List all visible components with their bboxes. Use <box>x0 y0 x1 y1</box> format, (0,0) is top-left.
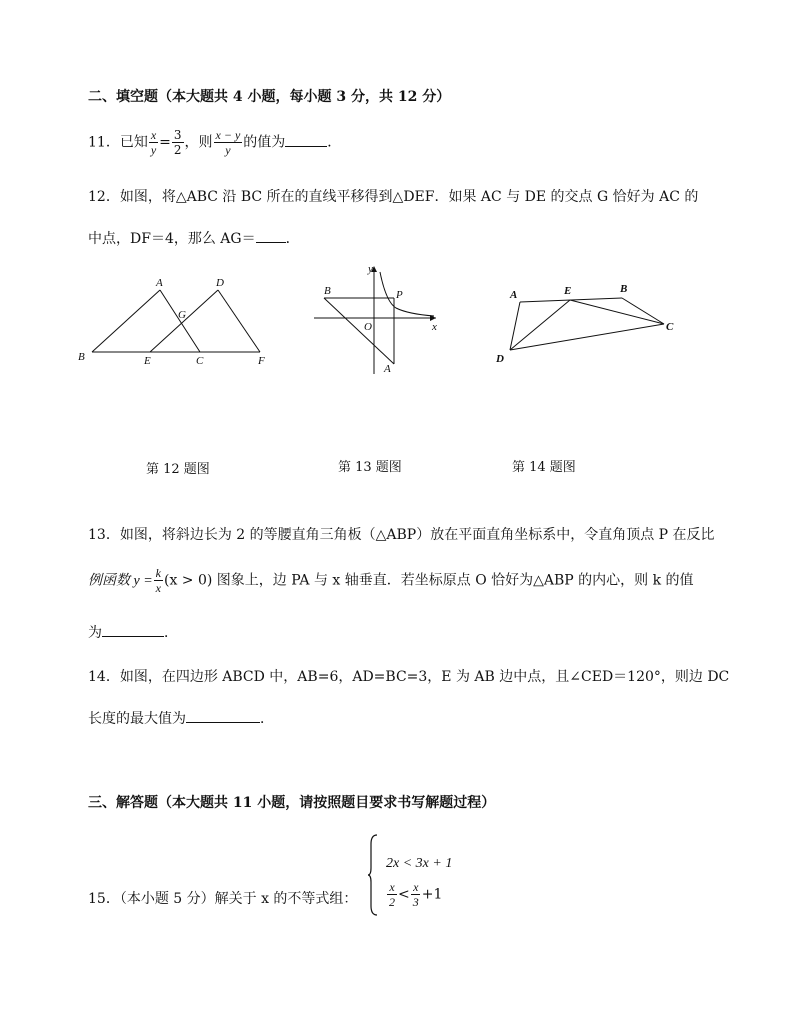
q11-equals: = <box>159 134 171 151</box>
q11-text-4: ． <box>327 134 342 151</box>
fig12-label-g: G <box>178 309 186 321</box>
q13-text-d: ． <box>164 625 178 641</box>
q13-line-1: 13．如图，将斜边长为 2 的等腰直角三角板（△ABP）放在平面直角坐标系中，令直角顶点 P 在反比 <box>88 527 715 543</box>
fig12-label-b: B <box>78 351 85 363</box>
fig13-caption: 第 13 题图 <box>338 460 402 475</box>
fig14-label-d: D <box>496 353 504 365</box>
q13-fraction-k-over-x: $\frac{k}{x}$ <box>155 566 161 595</box>
q11-fraction-expression: $\frac{x - y}{y}$ <box>215 128 241 157</box>
q13-line-2 <box>88 566 694 595</box>
q13-answer-blank[interactable] <box>102 622 164 637</box>
fig12-segment-ac <box>160 290 200 352</box>
fig13-label-y: y <box>368 263 373 275</box>
fig12-caption: 第 12 题图 <box>146 462 210 477</box>
figure-12 <box>72 272 282 372</box>
fig12-segment-ab <box>92 290 160 352</box>
q15-prompt: 15．（本小题 5 分）解关于 x 的不等式组： <box>88 891 358 907</box>
q13-line-3 <box>88 622 178 642</box>
section-3-title: 三、解答题（本大题共 11 小题，请按照题目要求书写解题过程） <box>88 795 496 811</box>
fig12-label-f: F <box>258 355 265 367</box>
fig13-label-b: B <box>324 285 331 297</box>
q15-less-than: < <box>398 886 410 903</box>
q12-text-b: ． <box>285 231 300 247</box>
q13-text-b: (x > 0) 图象上，边 PA 与 x 轴垂直．若坐标原点 O 恰好为△ABP 的内心，则 k 的值 <box>164 572 694 589</box>
q12-line-2 <box>88 228 300 248</box>
q15-inequality-2 <box>386 880 442 909</box>
fig14-segment-cd <box>510 324 664 350</box>
question-11 <box>88 128 341 157</box>
fig14-segment-bc <box>622 298 664 324</box>
q13-text-c: 为 <box>88 625 102 641</box>
fig12-label-c: C <box>196 355 204 367</box>
q11-answer-blank[interactable] <box>285 132 327 147</box>
fig14-label-a: A <box>510 289 518 301</box>
figure-14 <box>494 280 684 370</box>
fig14-label-c: C <box>666 321 674 333</box>
fig13-label-o: O <box>364 321 372 333</box>
fig13-label-a: A <box>384 363 391 375</box>
fig13-label-x: x <box>432 321 437 333</box>
fig12-label-d: D <box>216 277 224 289</box>
fig14-label-e: E <box>564 285 572 297</box>
q12-text-a: 中点，DF＝4，那么 AG＝ <box>88 231 256 247</box>
q11-number: 11． <box>88 134 120 151</box>
q11-text-3: 的值为 <box>243 134 286 151</box>
q13-text-a: 例函数 y = <box>88 573 153 589</box>
fig12-segment-ed <box>150 290 218 352</box>
fig12-label-e: E <box>144 355 151 367</box>
fig14-segment-ec <box>570 300 664 324</box>
fig12-label-a: A <box>156 277 163 289</box>
fig13-segment-ba <box>324 298 394 364</box>
q11-text-1: 已知 <box>119 134 148 151</box>
fig14-caption: 第 14 题图 <box>512 460 576 475</box>
figure-13 <box>308 262 448 382</box>
q11-fraction-3-over-2: $\frac{3}{2}$ <box>173 128 182 157</box>
fig12-segment-df <box>218 290 260 352</box>
fig13-label-p: P <box>396 289 403 301</box>
q15-brace <box>368 834 378 916</box>
fig14-label-b: B <box>620 283 628 295</box>
q15-fraction-x-over-3: $\frac{x}{3}$ <box>412 880 419 909</box>
q15-plus-one: +1 <box>421 886 443 903</box>
section-2-title: 二、填空题（本大题共 4 小题，每小题 3 分，共 12 分） <box>88 89 451 105</box>
q12-answer-blank[interactable] <box>256 228 286 243</box>
q14-line-1: 14．如图，在四边形 ABCD 中，AB=6，AD=BC=3，E 为 AB 边中点，且∠CED＝120°，则边 DC <box>88 669 730 685</box>
q11-fraction-x-over-y: $\frac{x}{y}$ <box>150 128 157 157</box>
q14-text-a: 长度的最大值为 <box>88 711 186 727</box>
q15-fraction-x-over-2: $\frac{x}{2}$ <box>389 880 395 909</box>
q15-inequality-1: 2x < 3x + 1 <box>386 856 453 871</box>
q11-text-2: ，则 <box>184 134 213 151</box>
q12-line-1: 12．如图，将△ABC 沿 BC 所在的直线平移得到△DEF．如果 AC 与 DE 的交点 G 恰好为 AC 的 <box>88 189 699 205</box>
fig13-hyperbola <box>380 272 434 316</box>
q14-line-2 <box>88 708 274 728</box>
q14-text-b: ． <box>260 711 274 727</box>
q14-answer-blank[interactable] <box>186 708 260 723</box>
